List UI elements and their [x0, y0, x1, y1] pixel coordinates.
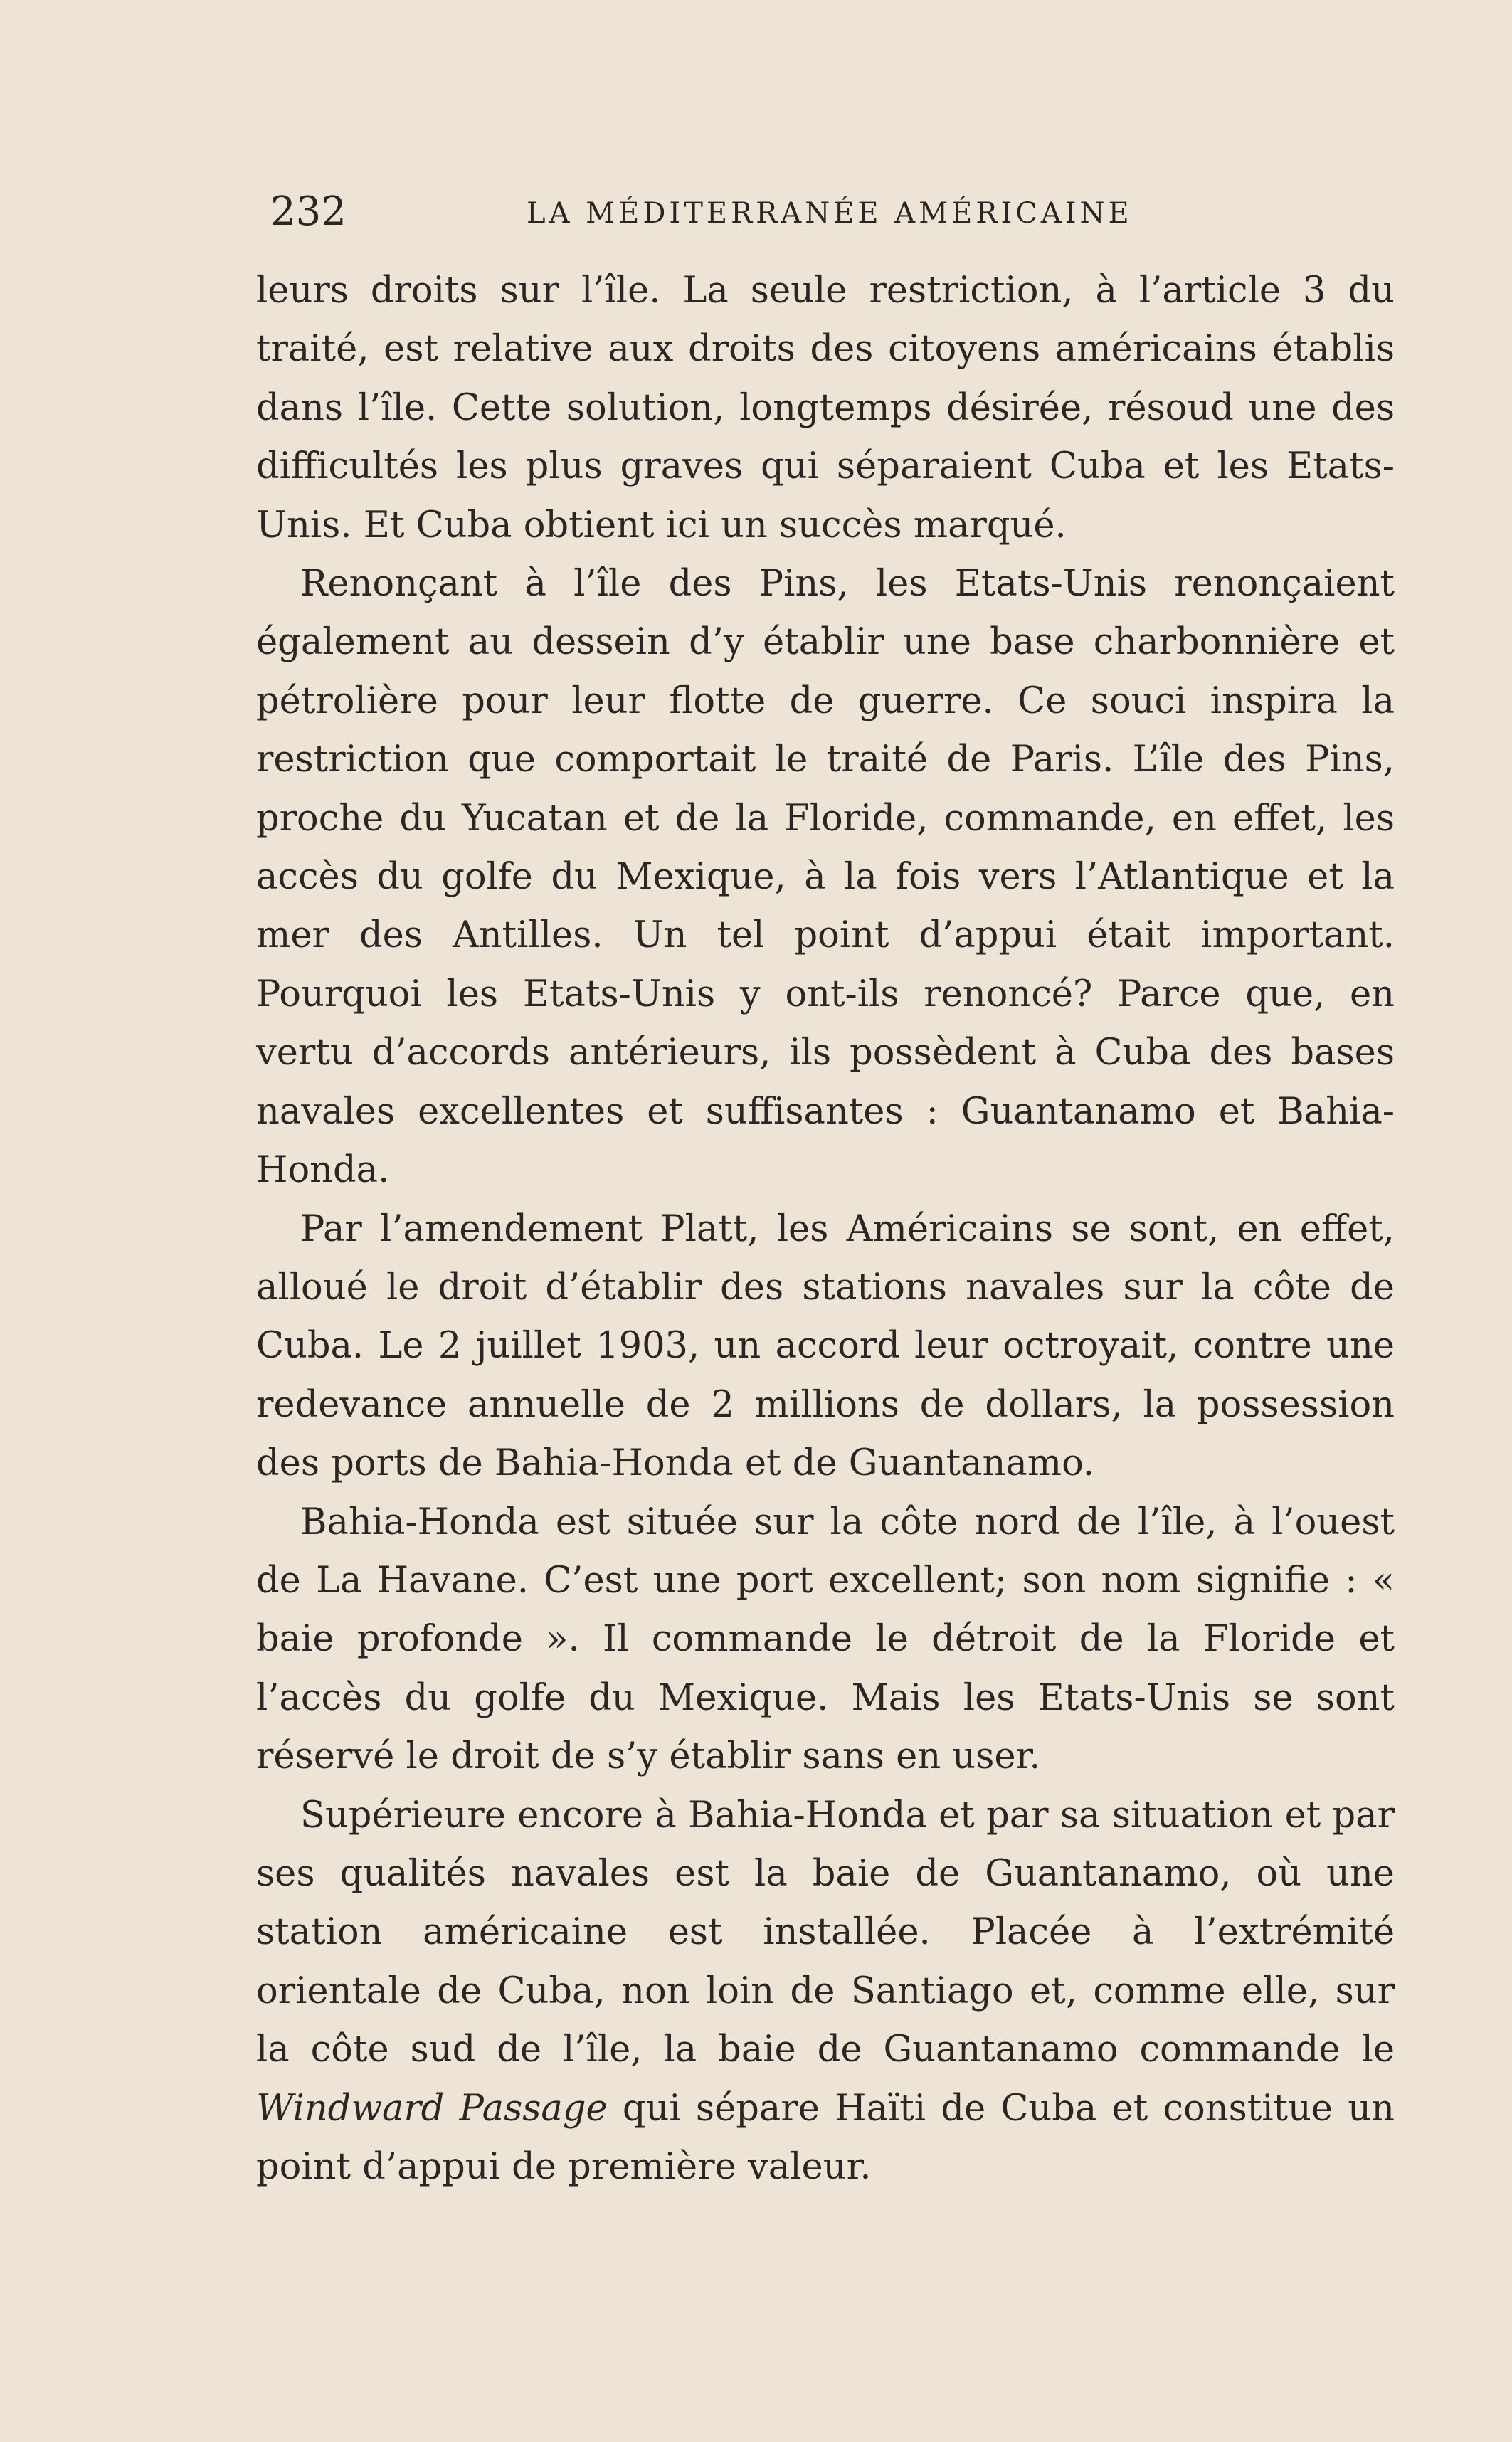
page-number: 232 — [270, 189, 347, 235]
body-text — [256, 262, 1395, 2197]
running-title: LA MÉDITERRANÉE AMÉRICAINE — [527, 197, 1133, 230]
paragraph-4: Bahia-Honda est située sur la côte nord de l’île, à l’ouest de La Havane. C’est une port excellent; son nom signifie : « baie profonde ». Il commande le détroit de la Floride et l’accès du golfe du Mexique. Mais les Etats-Unis se sont réservé le droit de s’y établir sans en user. — [256, 1501, 1395, 1778]
paragraph-3: Par l’amendement Platt, les Américains se sont, en effet, alloué le droit d’établir des stations navales sur la côte de Cuba. Le 2 juillet 1903, un accord leur octroyait, contre une redevance annuelle de 2 millions de dollars, la possession des ports de Bahia-Honda et de Guantanamo. — [256, 1207, 1395, 1485]
paragraph-1: leurs droits sur l’île. La seule restriction, à l’article 3 du traité, est relative aux droits des citoyens américains établis dans l’île. Cette solution, longtemps désirée, résoud une des difficultés les plus graves qui séparaient Cuba et les Etats-Unis. Et Cuba obtient ici un succès marqué. — [256, 270, 1395, 546]
paragraph-5-text-before: Supérieure encore à Bahia-Honda et par sa situation et par ses qualités navales est la baie de Guantanamo, où une station américaine est installée. Placée à l’extrémité orientale de Cuba, non loin de Santiago et, comme elle, sur la côte sud de l’île, la baie de Guantanamo commande le — [256, 1794, 1395, 2071]
paragraph-5-text-after: qui sépare Haïti de Cuba et constitue un point d’appui de première valeur. — [256, 2087, 1395, 2188]
paragraph-2: Renonçant à l’île des Pins, les Etats-Unis renonçaient également au dessein d’y établir une base charbonnière et pétrolière pour leur flotte de guerre. Ce souci inspira la restriction que comportait le traité de Paris. L’île des Pins, proche du Yucatan et de la Floride, commande, en effet, les accès du golfe du Mexique, à la fois vers l’Atlantique et la mer des Antilles. Un tel point d’appui était important. Pourquoi les Etats-Unis y ont-ils renoncé? Parce que, en vertu d’accords antérieurs, ils possèdent à Cuba des bases navales excellentes et suffisantes : Guantanamo et Bahia-Honda. — [256, 563, 1395, 1192]
paragraph-5-italic-term: Windward Passage — [256, 2087, 608, 2130]
page-header — [270, 184, 1380, 240]
paragraph-5 — [256, 1787, 1395, 2197]
